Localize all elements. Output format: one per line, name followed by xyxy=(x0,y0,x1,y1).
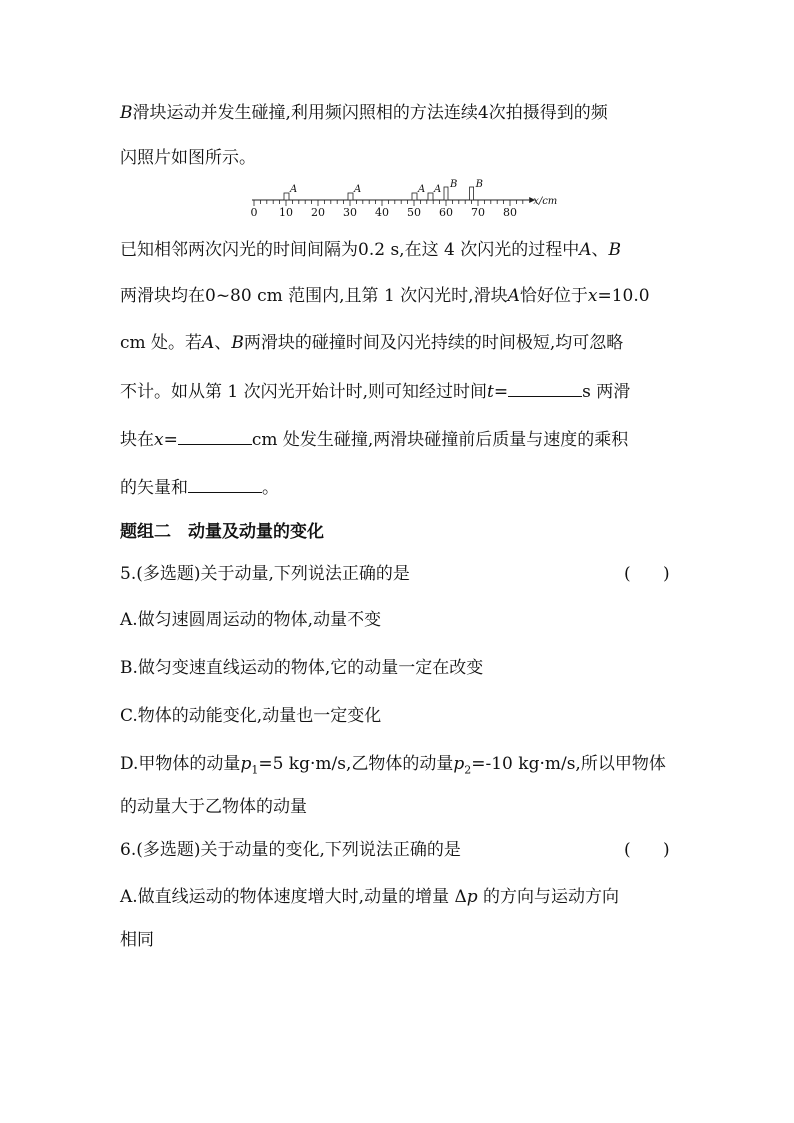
q4-line-2 xyxy=(120,285,650,307)
q5-option-d-cont: 的动量大于乙物体的动量 xyxy=(120,797,307,817)
slider-a-label: A xyxy=(290,184,298,195)
ruler-tick-label: 50 xyxy=(407,206,421,219)
slider-a-label: A xyxy=(354,184,362,195)
intro-line-2: 闪照片如图所示。 xyxy=(120,148,256,168)
q4-text-4: 不计。如从第 1 次闪光开始计时,则可知经过时间 xyxy=(120,382,488,402)
ruler-tick-label: 80 xyxy=(503,206,517,219)
slider-b-block xyxy=(444,187,448,200)
q4-text-1: 已知相邻两次闪光的时间间隔为0.2 s,在这 4 次闪光的过程中 xyxy=(120,240,580,260)
q6-answer-paren[interactable]: ( ) xyxy=(624,840,670,860)
slider-a-label: A xyxy=(418,184,426,195)
q4-text-6: 的矢量和 xyxy=(120,478,188,498)
q4-line-1 xyxy=(120,239,621,261)
q4-line-5 xyxy=(120,428,628,451)
q4-text-6b: 。 xyxy=(262,478,279,498)
q4-text-3b: 两滑块的碰撞时间及闪光持续的时间极短,均可忽略 xyxy=(243,333,624,353)
var-x: x xyxy=(587,286,598,306)
q4-text-5b: cm 处发生碰撞,两滑块碰撞前后质量与速度的乘积 xyxy=(251,430,629,450)
var-b: B xyxy=(608,240,621,260)
var-p1: p xyxy=(240,754,252,774)
q6-a-text-post: 的方向与运动方向 xyxy=(477,887,620,907)
section-heading: 题组二 动量及动量的变化 xyxy=(120,522,324,542)
intro-text-1: 滑块运动并发生碰撞,利用频闪照相的方法连续4次拍摄得到的频 xyxy=(132,103,608,123)
axis-label: x/cm xyxy=(533,196,558,207)
q5-d-text-mid: =5 kg·m/s,乙物体的动量 xyxy=(258,754,454,774)
x-value: =10.0 xyxy=(597,286,650,306)
q4-text-2: 两滑块均在0~80 cm 范围内,且第 1 次闪光时,滑块 xyxy=(120,286,508,306)
slider-a-block xyxy=(412,193,417,200)
q5-option-d xyxy=(120,753,666,781)
q5-option-a: A.做匀速圆周运动的物体,动量不变 xyxy=(120,610,382,630)
answer-blank-position[interactable] xyxy=(178,428,252,445)
var-b: B xyxy=(231,333,244,353)
ruler-tick-label: 70 xyxy=(471,206,485,219)
q5-option-c: C.物体的动能变化,动量也一定变化 xyxy=(120,706,382,726)
q6-option-a xyxy=(120,886,619,908)
ruler-tick-label: 20 xyxy=(311,206,325,219)
var-b: B xyxy=(120,103,133,123)
var-a: A xyxy=(507,286,520,306)
subscript-1: 1 xyxy=(251,763,259,777)
slider-a-label: A xyxy=(434,184,442,195)
ruler-tick-label: 40 xyxy=(375,206,389,219)
q4-text-4b: s 两滑 xyxy=(582,382,631,402)
q5-answer-paren[interactable]: ( ) xyxy=(624,564,670,584)
slider-a-block xyxy=(348,193,353,200)
q5-d-text: D.甲物体的动量 xyxy=(120,754,241,774)
var-x: x xyxy=(154,430,164,450)
answer-blank-time[interactable] xyxy=(508,380,582,397)
var-t: t xyxy=(487,382,494,402)
ruler-tick-label: 0 xyxy=(250,206,258,219)
equals: = xyxy=(163,430,178,450)
separator: 、 xyxy=(214,333,232,353)
ruler-tick-label: 30 xyxy=(343,206,357,219)
answer-blank-momentum[interactable] xyxy=(188,476,262,493)
q6-option-a-cont: 相同 xyxy=(120,930,154,950)
subscript-2: 2 xyxy=(464,763,472,777)
q4-text-3: cm 处。若 xyxy=(120,333,203,353)
slider-b-label: B xyxy=(475,179,483,190)
q6-stem: 6.(多选题)关于动量的变化,下列说法正确的是 xyxy=(120,840,461,860)
slider-a-block xyxy=(428,193,433,200)
ruler-tick-label: 60 xyxy=(439,206,453,219)
slider-b-block xyxy=(470,187,474,200)
q5-option-b: B.做匀变速直线运动的物体,它的动量一定在改变 xyxy=(120,658,484,678)
slider-b-label: B xyxy=(450,179,458,190)
q5-d-text-post: =-10 kg·m/s,所以甲物体 xyxy=(471,754,666,774)
ruler-tick-label: 10 xyxy=(279,206,293,219)
strobe-photo-figure xyxy=(246,176,558,220)
intro-line-1 xyxy=(120,102,608,124)
q6-a-text: A.做直线运动的物体速度增大时,动量的增量 Δ xyxy=(120,887,467,907)
var-a: A xyxy=(202,333,215,353)
var-p: p xyxy=(466,887,478,907)
q4-line-3 xyxy=(120,332,623,354)
slider-a-block xyxy=(284,193,289,200)
equals: = xyxy=(493,382,509,402)
q5-stem: 5.(多选题)关于动量,下列说法正确的是 xyxy=(120,564,410,584)
var-p2: p xyxy=(453,754,465,774)
var-a: A xyxy=(579,240,592,260)
q4-line-4 xyxy=(120,380,630,403)
q4-text-2b: 恰好位于 xyxy=(519,286,588,306)
q4-line-6 xyxy=(120,476,279,499)
separator: 、 xyxy=(591,240,609,260)
q4-text-5: 块在 xyxy=(120,430,154,450)
